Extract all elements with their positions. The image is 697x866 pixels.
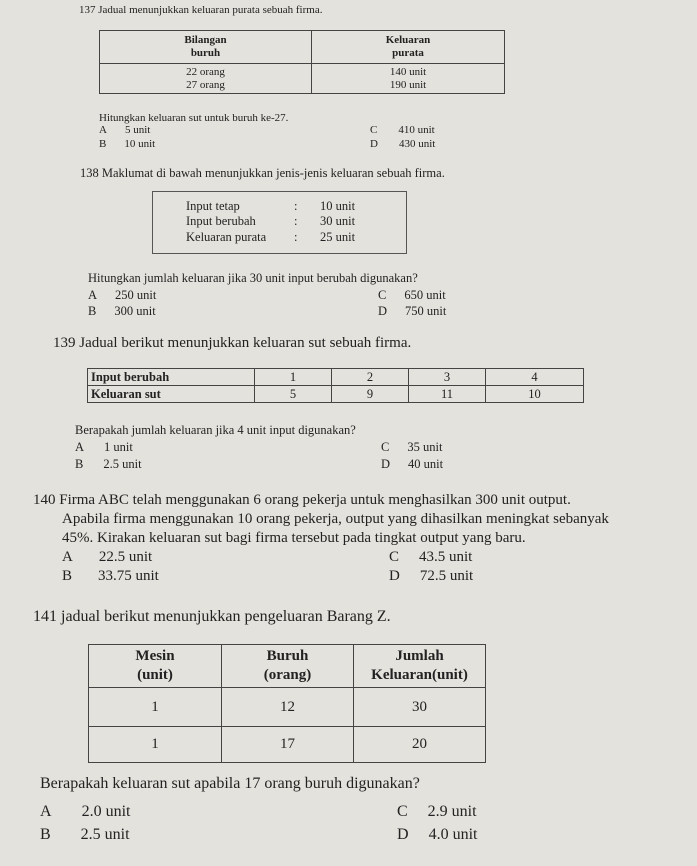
table-row <box>88 369 584 386</box>
q141-prompt: Berapakah keluaran sut apabila 17 orang buruh digunakan? <box>40 775 420 792</box>
q139-question: 139 Jadual berikut menunjukkan keluaran sut sebuah firma. <box>53 335 412 351</box>
q139-cell: 10 <box>486 386 584 403</box>
q139-cell: 3 <box>409 369 486 386</box>
q141-header-buruh: Buruh (orang) <box>222 645 354 688</box>
q137-cell-keluaran: 140 unit 190 unit <box>312 64 505 94</box>
q138-option-c[interactable]: C 650 unit <box>378 288 446 302</box>
q137-header-keluaran: Keluaran purata <box>312 31 505 64</box>
q141-option-c[interactable]: C 2.9 unit <box>397 803 477 820</box>
q137-question: 137 Jadual menunjukkan keluaran purata sebuah firma. <box>79 4 323 16</box>
q139-cell: 4 <box>486 369 584 386</box>
q138-info-box <box>152 191 407 254</box>
q137-option-b[interactable]: B 10 unit <box>99 138 156 150</box>
q138-question: 138 Maklumat di bawah menunjukkan jenis-jenis keluaran sebuah firma. <box>80 166 445 180</box>
q140-option-d[interactable]: D 72.5 unit <box>389 568 474 584</box>
q139-option-d[interactable]: D 40 unit <box>381 457 444 471</box>
q138-option-d[interactable]: D 750 unit <box>378 304 447 318</box>
table-row <box>89 645 486 688</box>
q139-option-c[interactable]: C 35 unit <box>381 440 443 454</box>
q141-option-d[interactable]: D 4.0 unit <box>397 826 478 843</box>
table-row <box>89 727 486 763</box>
table-row <box>100 64 505 94</box>
q137-table <box>99 30 505 94</box>
info-value: 30 unit <box>320 214 356 228</box>
q140-option-b[interactable]: B 33.75 unit <box>62 568 159 584</box>
q141-cell: 1 <box>89 688 222 727</box>
q139-option-b[interactable]: B 2.5 unit <box>75 457 142 471</box>
q139-row-label: Keluaran sut <box>88 386 255 403</box>
q140-line-3: 45%. Kirakan keluaran sut bagi firma tersebut pada tingkat output yang baru. <box>62 530 526 546</box>
q141-table <box>88 644 486 763</box>
table-row <box>89 688 486 727</box>
q137-option-a[interactable]: A 5 unit <box>99 124 151 136</box>
q139-cell: 1 <box>255 369 332 386</box>
q137-prompt: Hitungkan keluaran sut untuk buruh ke-27. <box>99 112 289 124</box>
q140-option-a[interactable]: A 22.5 unit <box>62 549 153 565</box>
q138-prompt: Hitungkan jumlah keluaran jika 30 unit input berubah digunakan? <box>88 271 418 285</box>
info-label: Input tetap <box>186 199 240 213</box>
q139-row-label: Input berubah <box>88 369 255 386</box>
info-label: Input berubah <box>186 214 256 228</box>
info-colon: : <box>294 199 298 213</box>
q140-line-2: Apabila firma menggunakan 10 orang pekerja, output yang dihasilkan meningkat sebanyak <box>62 511 609 527</box>
q141-question: 141 jadual berikut menunjukkan pengeluaran Barang Z. <box>33 608 391 625</box>
q137-header-bilangan: Bilangan buruh <box>100 31 312 64</box>
q138-option-b[interactable]: B 300 unit <box>88 304 156 318</box>
q141-option-b[interactable]: B 2.5 unit <box>40 826 130 843</box>
q137-cell-buruh: 22 orang 27 orang <box>100 64 312 94</box>
q141-cell: 17 <box>222 727 354 763</box>
info-label: Keluaran purata <box>186 230 267 244</box>
q141-cell: 12 <box>222 688 354 727</box>
q139-cell: 9 <box>332 386 409 403</box>
table-row <box>88 386 584 403</box>
info-colon: : <box>294 214 298 228</box>
q139-table <box>87 368 584 403</box>
q141-cell: 1 <box>89 727 222 763</box>
q141-cell: 30 <box>354 688 486 727</box>
q138-option-a[interactable]: A 250 unit <box>88 288 157 302</box>
q139-cell: 5 <box>255 386 332 403</box>
q140-line-1: 140 Firma ABC telah menggunakan 6 orang pekerja untuk menghasilkan 300 unit output. <box>33 492 571 508</box>
q141-header-mesin: Mesin (unit) <box>89 645 222 688</box>
q139-cell: 11 <box>409 386 486 403</box>
q139-option-a[interactable]: A 1 unit <box>75 440 133 454</box>
table-row <box>100 31 505 64</box>
q141-option-a[interactable]: A 2.0 unit <box>40 803 131 820</box>
q141-cell: 20 <box>354 727 486 763</box>
q139-cell: 2 <box>332 369 409 386</box>
info-value: 10 unit <box>320 199 356 213</box>
q137-option-d[interactable]: D 430 unit <box>370 138 436 150</box>
info-value: 25 unit <box>320 230 356 244</box>
info-colon: : <box>294 230 298 244</box>
q137-option-c[interactable]: C 410 unit <box>370 124 435 136</box>
q141-header-jumlah: Jumlah Keluaran(unit) <box>354 645 486 688</box>
q140-option-c[interactable]: C 43.5 unit <box>389 549 473 565</box>
q139-prompt: Berapakah jumlah keluaran jika 4 unit input digunakan? <box>75 423 356 437</box>
